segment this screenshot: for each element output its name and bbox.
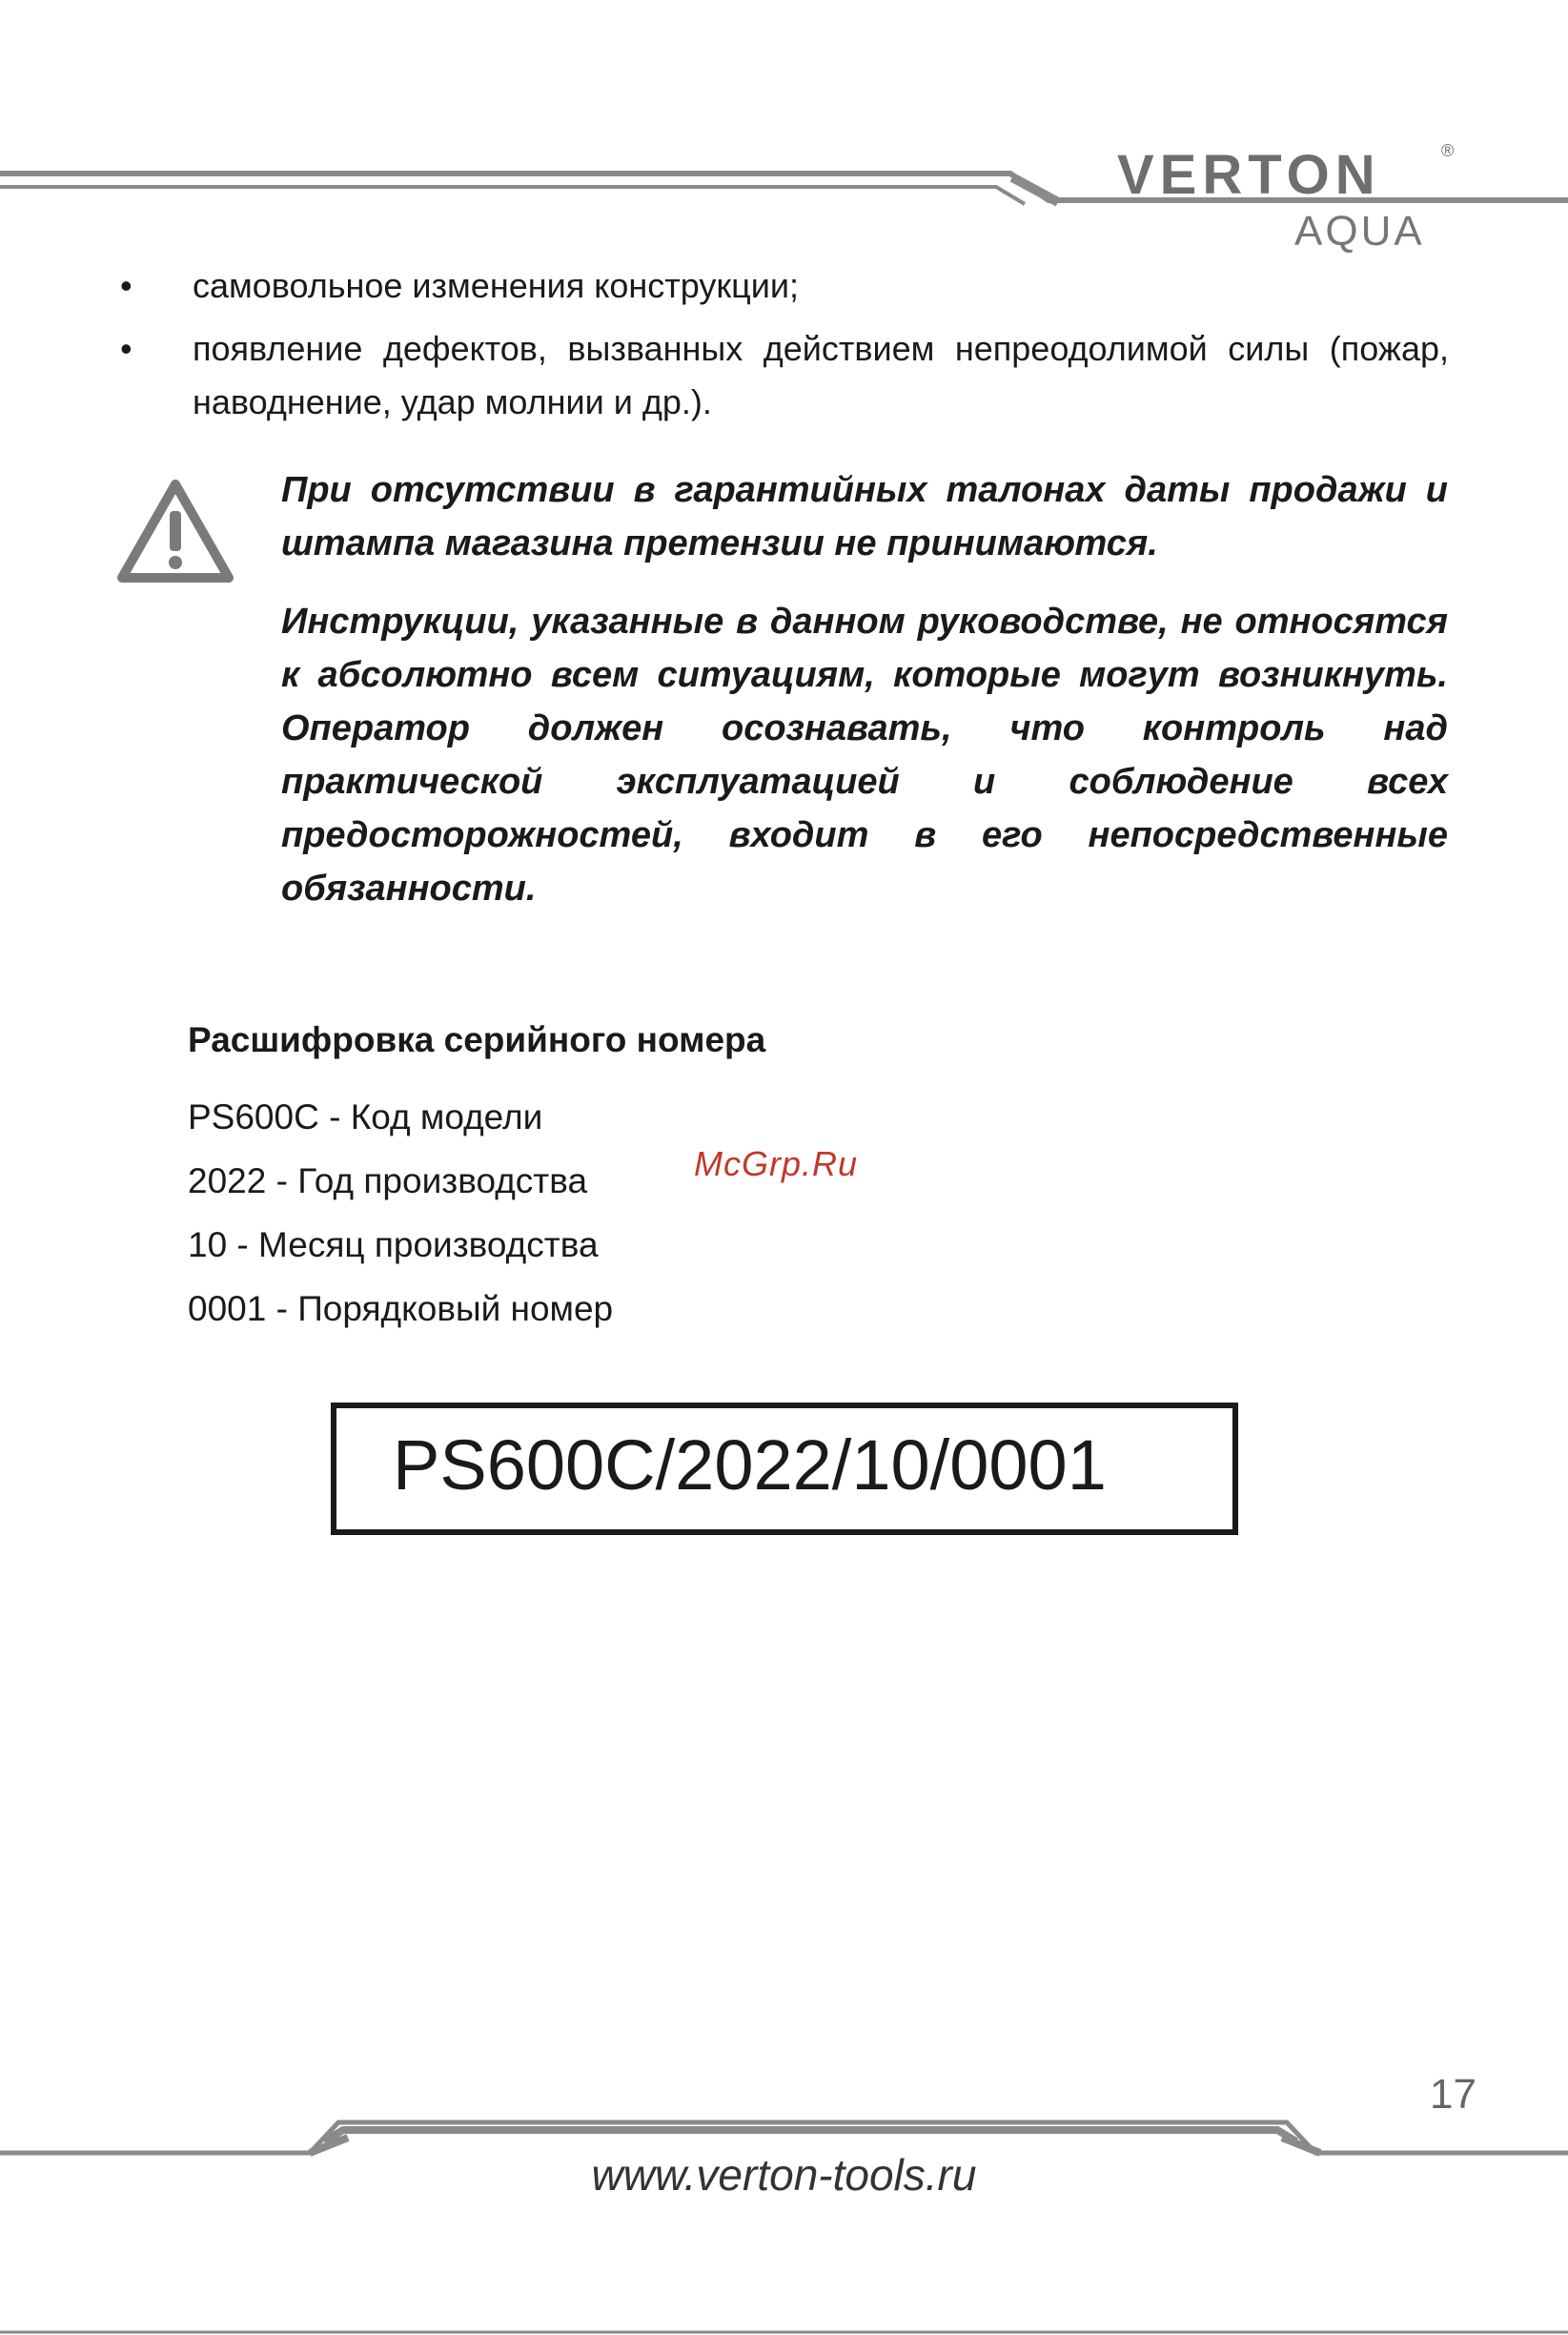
serial-legend-line: 0001 - Порядковый номер [188,1289,614,1328]
page-number: 17 [1430,2071,1476,2118]
brand-sub-logo: AQUA [1294,208,1425,255]
bullet-marker: • [120,266,132,305]
brand-logo: VERTON [1117,144,1381,206]
serial-legend-line: 2022 - Год производства [188,1161,588,1200]
bullet-text: самовольное изменения конструкции; [193,266,799,305]
list-item [114,322,1449,429]
bullet-marker: • [120,329,132,368]
warning-notice [281,463,1448,940]
serial-example: PS600C/2022/10/0001 [393,1425,1107,1505]
serial-legend-line: PS600C - Код модели [188,1097,543,1137]
warning-paragraph: При отсутствии в гарантийных талонах даты продажи и штампа магазина претензии не принимаются. [281,470,1448,563]
serial-legend [188,1085,613,1341]
watermark: McGrp.Ru [694,1144,859,1183]
warning-paragraph: Инструкции, указанные в данном руководстве, не относятся к абсолютно всем ситуациям, которые могут возникнуть. Оператор должен осознавать, что контроль над практической эксплуатацией и соблюдение всех предосторожностей, входит в его непосредственные обязанности. [281,602,1448,909]
serial-legend-line: 10 - Месяц производства [188,1225,599,1264]
footer-decoration [0,2098,1568,2335]
website-link[interactable]: www.verton-tools.ru [591,2150,977,2200]
bullet-text: появление дефектов, вызванных действием непреодолимой силы (пожар, наводнение, удар молнии и др.). [193,329,1449,421]
bullet-list [114,259,1449,439]
warning-triangle-icon [116,479,234,585]
registered-mark: ® [1441,141,1455,160]
section-heading: Расшифровка серийного номера [188,1020,766,1059]
list-item [114,259,1449,313]
